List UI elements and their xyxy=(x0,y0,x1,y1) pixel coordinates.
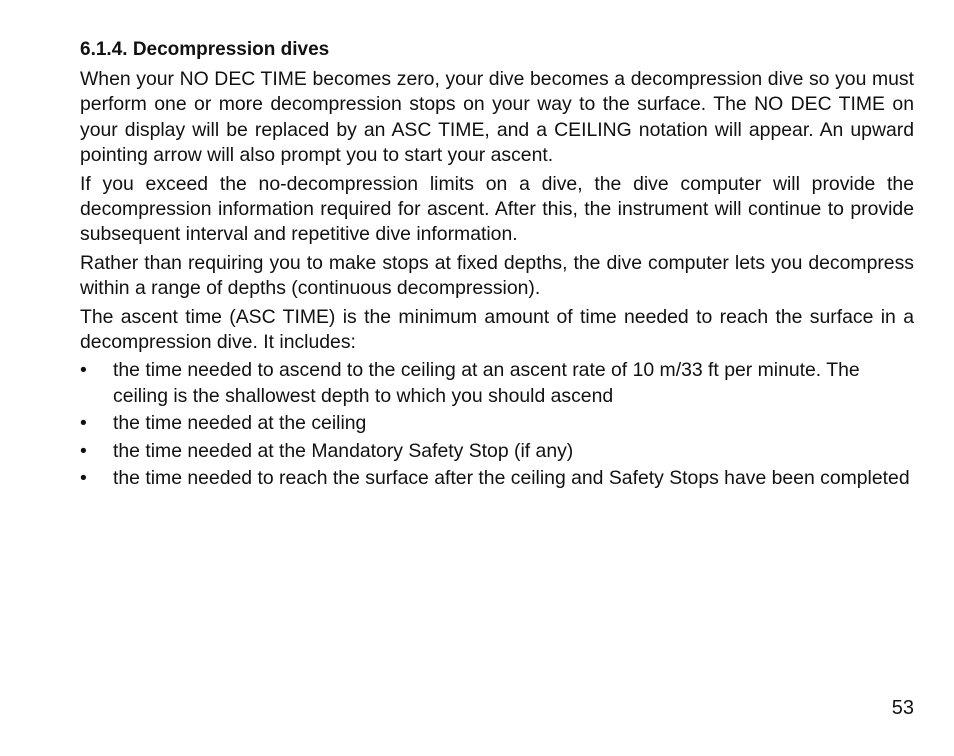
paragraph-ascent-time: The ascent time (ASC TIME) is the minimum amount of time needed to reach the surface in a decompression dive. It includes: xyxy=(80,305,914,354)
section-heading: 6.1.4. Decompression dives xyxy=(80,39,330,60)
bullet-icon: • xyxy=(80,412,87,435)
bullet-icon: • xyxy=(80,439,87,462)
ascent-time-components-list xyxy=(80,358,914,491)
list-item xyxy=(80,358,914,409)
list-item xyxy=(80,411,914,436)
list-item-text: the time needed to ascend to the ceiling at an ascent rate of 10 m/33 ft per minute. The ceiling is the shallowest depth to which you should ascend xyxy=(113,359,860,407)
paragraph-exceed-limits: If you exceed the no-decompression limits on a dive, the dive computer will provide the decompression information required for ascent. After this, the instrument will continue to provide subsequent interval and repetitive dive information. xyxy=(80,172,914,246)
paragraph-decompression-intro: When your NO DEC TIME becomes zero, your dive becomes a decompression dive so you must perform one or more decompression stops on your way to the surface. The NO DEC TIME on your display will be replaced by an ASC TIME, and a CEILING notation will appear. An upward pointing arrow will also prompt you to start your ascent. xyxy=(80,68,914,167)
list-item-text: the time needed at the ceiling xyxy=(113,412,367,435)
page-number: 53 xyxy=(891,697,914,719)
list-item xyxy=(80,439,914,464)
list-item-text: the time needed at the Mandatory Safety Stop (if any) xyxy=(113,439,574,462)
list-item xyxy=(80,466,914,491)
paragraph-continuous-decompression: Rather than requiring you to make stops at fixed depths, the dive computer lets you decompress within a range of depths (continuous decompression). xyxy=(80,251,914,300)
document-page xyxy=(80,38,914,494)
list-item-text: the time needed to reach the surface after the ceiling and Safety Stops have been completed xyxy=(113,467,910,490)
bullet-icon: • xyxy=(80,359,87,382)
bullet-icon: • xyxy=(80,467,87,490)
